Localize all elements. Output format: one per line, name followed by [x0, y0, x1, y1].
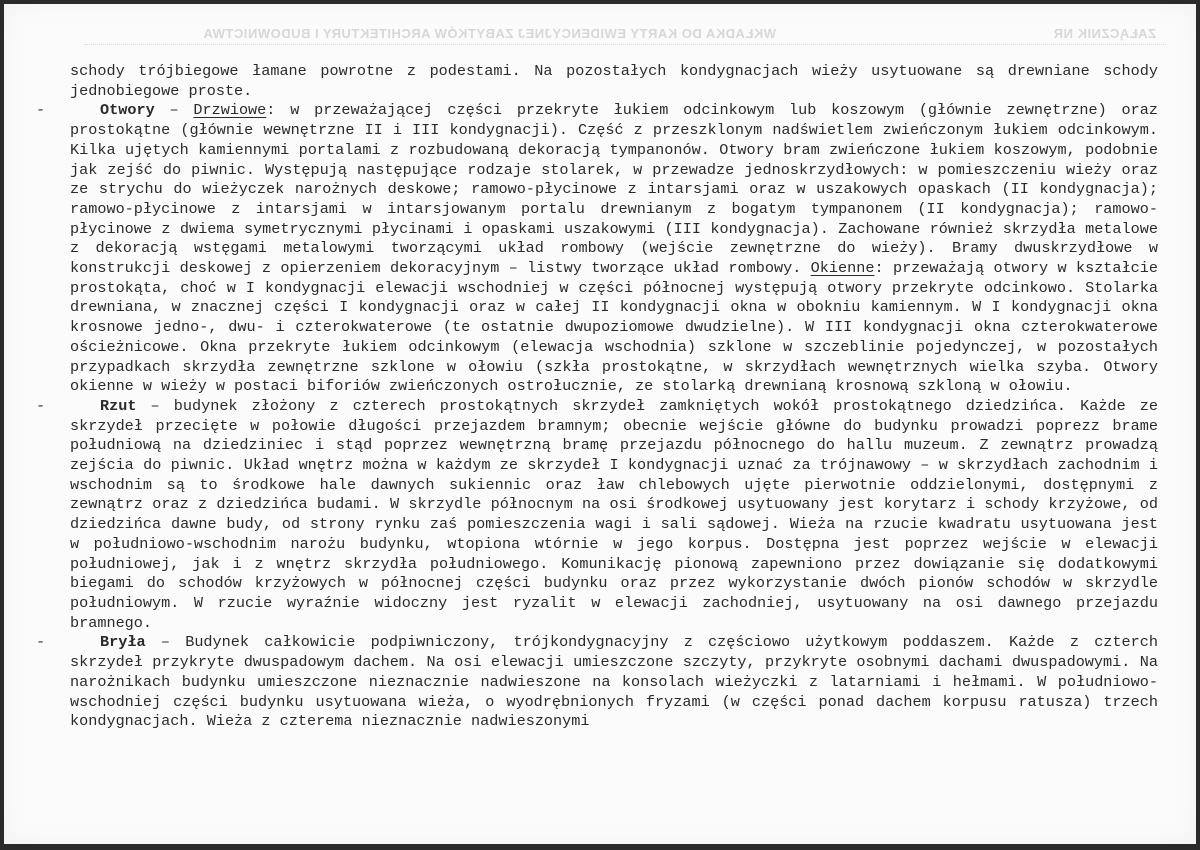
section-heading: Rzut — [100, 396, 137, 415]
scanned-page — [4, 4, 1196, 844]
document-body — [36, 62, 1159, 732]
heading-dash: – — [136, 396, 174, 415]
ghost-rule — [84, 44, 1166, 45]
bullet-dash: - — [36, 633, 46, 652]
section-otwory — [36, 101, 1159, 397]
subheading-okienne: Okienne — [810, 259, 875, 278]
heading-dash: – — [145, 633, 186, 652]
continuation-paragraph: schody trójbiegowe łamane powrotne z podestami. Na pozostałych kondygnacjach wieży usytuowane są drewniane schody jednobiegowe proste. — [70, 62, 1158, 100]
section-heading: Otwory — [100, 101, 155, 120]
heading-dash: – — [154, 101, 194, 120]
drzwiowe-text: : w przeważającej części przekryte łukiem odcinkowym lub koszowym (głównie zewnętrzne) oraz prostokątne (głównie wewnętrzne II i III kondygnacji). Część z przeszklonym nadświetlem zwieńczonym łukiem odcinkowym. Kilka ujętych kamiennymi portalami z rozbudowaną dekoracją tympanonów. Otwory bram zwieńczone łukiem koszowym, podobnie jak zejść do piwnic. Występują następujące rodzaje stolarek, w przewadze jednoskrzydłowych: w pomieszczeniu wieży oraz ze strychu do wieżyczek narożnych deskowe; ramowo-płycinowe z intarsjami oraz w uszakowych opaskach (II kondygnacja); ramowo-płycinowe z intarsjami w intarsjowanym portalu drewnianym z bogatym tympanonem (II kondygnacja); ramowo-płycinowe z dwiema symetrycznymi płycinami i opaskami uszakowymi (III kondygnacja). Zachowane również skrzydła metalowe z dekoracją wstęgami metalowymi tworzącymi układ rombowy (wejście zewnętrzne do wieży). Bramy dwuskrzydłowe w konstrukcji deskowej z opierzeniem dekoracyjnym – listwy tworzące układ rombowy. — [70, 101, 1159, 278]
bullet-dash: - — [36, 101, 46, 120]
section-rzut — [36, 396, 1158, 633]
section-text: Budynek całkowicie podpiwniczony, trójkondygnacyjny z częściowo użytkowym poddaszem. Każde z czterch skrzydeł przykryte dwuspadowym dachem. Na osi elewacji umieszczone szczyty, przykryte osobnymi dachami dwuspadowymi. Na narożnikach budynku umieszczone nieznacznie nadwieszone na konsolach wieżyczki z latarniami i hełmami. W południowo-wschodniej części budynku usytuowana wieża, o wyodrębnionych fryzami (w części ponad dachem korpusu ratusza) trzech kondygnacjach. Wieża z czterema nieznacznie nadwieszonymi — [70, 633, 1158, 731]
section-text: budynek złożony z czterech prostokątnych skrzydeł zamkniętych wokół prostokątnego dziedzińca. Każde ze skrzydeł przecięte w połowie długości przejazdem bramnym; obecnie wejście główne do budynku prowadzi poprezz brame południową na dziedziniec i stąd poprzez wewnętrzną bramę przejazdu północnego do hallu muzeum. Z zewnątrz prowadzą zejścia do piwnic. Układ wnętrz można w każdym ze skrzydeł I kondygnacji uznać za trójnawowy – w skrzydłach zachodnim i wschodnim są to środkowe hale dawnych sukiennic oraz ław chlebowych ujęte pierwotnie oddzielonymi, dostępnymi z zewnątrz oraz z dziedzińca budami. W skrzydle północnym na osi środkowej usytuowany jest korytarz i schody krzyżowe, od dziedzińca dawne budy, od strony rynku zaś pomieszczenia wagi i sali sądowej. Wieża na rzucie kwadratu usytuowana jest w południowo-wschodnim narożu budynku, wtopiona wtórnie w jego korpus. Dostępna jest poprzez wejście w elewacji południowej, jak i z wnętrz skrzydła południowego. Komunikację pionową zapewniono przez dowiązanie się dodatkowymi biegami do schodów krzyżowych w północnej części budynku oraz przez wykorzystanie dwóch pionów schodów w skrzydle południowym. W rzucie wyraźnie widoczny jest ryzalit w elewacji zachodniej, usytuowany na osi dawnego przejazdu bramnego. — [70, 396, 1158, 632]
show-through-header — [44, 26, 1176, 56]
ghost-annex: ZAŁĄCZNIK NR — [1053, 26, 1156, 41]
subheading-drzwiowe: Drzwiowe — [193, 101, 267, 120]
ghost-title: WKŁADKA DO KARTY EWIDENCYJNEJ ZABYTKÓW ARCHITEKTURY I BUDOWNICTWA — [203, 26, 776, 41]
bullet-dash: - — [36, 396, 46, 415]
section-heading: Bryła — [100, 633, 146, 652]
section-bryla — [36, 633, 1158, 732]
okienne-text: : przeważają otwory w kształcie prostokąta, choć w I kondygnacji elewacji wschodniej w części północnej występują otwory przekryte odcinkowo. Stolarka drewniana, w znacznej części I kondygnacji oraz w całej II kondygnacji okna w obokniu kamiennym. W I kondygnacji okna krosnowe jedno-, dwu- i czterokwaterowe (te ostatnie dwupoziomowe dwudzielne). W III kondygnacji okna czterokwaterowe ościeżnicowe. Okna przekryte łukiem odcinkowym (elewacja wschodnia) szklone w szczeblinie pojedynczej, w pozostałych przypadkach skrzydła zewnętrzne szklone w ołowiu (szkła prostokątne, w skrzydłach wewnętrznych wielka szyba. Otwory okienne w wieży w postaci biforiów zwieńczonych ostrołucznie, ze stolarką drewnianą krosnową szkloną w ołowiu. — [70, 259, 1158, 396]
